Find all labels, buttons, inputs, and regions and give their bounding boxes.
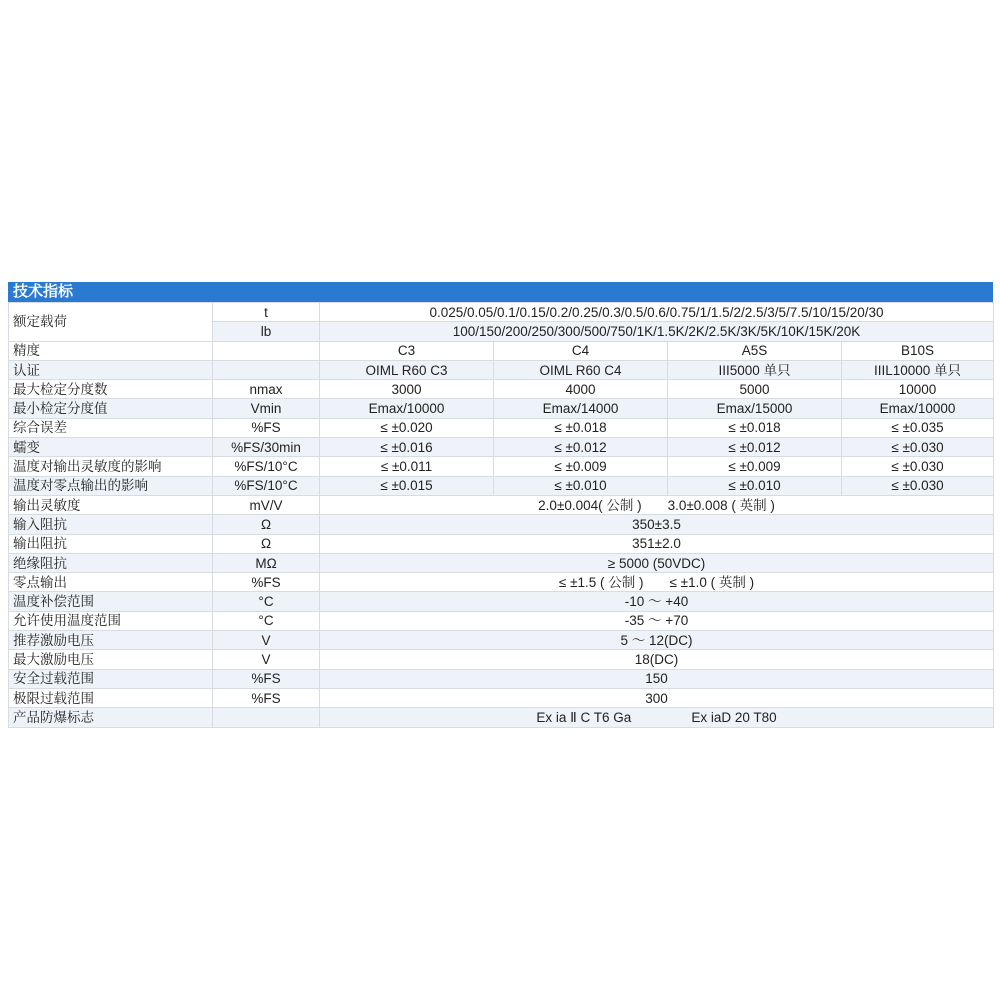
row-name: 最小检定分度值 [9, 399, 213, 418]
cell-c4: ≤ ±0.018 [494, 418, 668, 437]
row-unit: %FS [213, 418, 320, 437]
cell-c3: ≤ ±0.011 [320, 457, 494, 476]
cell-a5s: ≤ ±0.018 [668, 418, 842, 437]
row-unit: Ω [213, 515, 320, 534]
cell-b10s: Emax/10000 [842, 399, 994, 418]
cell-c4: OIML R60 C4 [494, 360, 668, 379]
table-row [9, 592, 994, 611]
row-value: -35 ～ +70 [320, 611, 994, 630]
row-unit: %FS [213, 669, 320, 688]
cell-c4: ≤ ±0.012 [494, 438, 668, 457]
row-value: ≥ 5000 (50VDC) [320, 553, 994, 572]
row-unit: MΩ [213, 553, 320, 572]
row-unit [213, 360, 320, 379]
row-name: 推荐激励电压 [9, 631, 213, 650]
table-row [9, 708, 994, 727]
table-row [9, 611, 994, 630]
row-unit: Vmin [213, 399, 320, 418]
cell-c3: C3 [320, 341, 494, 360]
table-row [9, 688, 994, 707]
row-name: 最大检定分度数 [9, 380, 213, 399]
explosion-mark-dust: Ex iaD 20 T80 [691, 709, 777, 725]
row-name: 温度对输出灵敏度的影响 [9, 457, 213, 476]
row-unit: %FS [213, 688, 320, 707]
table-row [9, 650, 994, 669]
table-row [9, 341, 994, 360]
table-row [9, 438, 994, 457]
row-unit: nmax [213, 380, 320, 399]
cell-c3: ≤ ±0.016 [320, 438, 494, 457]
row-name: 允许使用温度范围 [9, 611, 213, 630]
cell-c3: Emax/10000 [320, 399, 494, 418]
cell-a5s: ≤ ±0.009 [668, 457, 842, 476]
row-value: 350±3.5 [320, 515, 994, 534]
row-name: 输出灵敏度 [9, 495, 213, 514]
row-unit: °C [213, 611, 320, 630]
table-row [9, 534, 994, 553]
row-name: 产品防爆标志 [9, 708, 213, 727]
row-unit: mV/V [213, 495, 320, 514]
sensitivity-imperial: 3.0±0.008 ( 英制 ) [667, 497, 775, 513]
cell-b10s: ≤ ±0.030 [842, 438, 994, 457]
cell-c4: Emax/14000 [494, 399, 668, 418]
spec-sheet [8, 282, 993, 728]
row-value: -10 ～ +40 [320, 592, 994, 611]
row-value: 5 ～ 12(DC) [320, 631, 994, 650]
rated-load-lb-values: 100/150/200/250/300/500/750/1K/1.5K/2K/2.5K/3K/5K/10K/15K/20K [320, 322, 994, 341]
row-name: 极限过载范围 [9, 688, 213, 707]
row-unit: V [213, 650, 320, 669]
row-value: 351±2.0 [320, 534, 994, 553]
row-name: 精度 [9, 341, 213, 360]
row-value: 18(DC) [320, 650, 994, 669]
cell-b10s: IIIL10000 单只 [842, 360, 994, 379]
cell-a5s: Emax/15000 [668, 399, 842, 418]
table-row [9, 476, 994, 495]
rated-load-lb-unit: lb [213, 322, 320, 341]
row-unit [213, 708, 320, 727]
cell-c4: ≤ ±0.010 [494, 476, 668, 495]
cell-c4: ≤ ±0.009 [494, 457, 668, 476]
spec-table [8, 302, 994, 728]
row-unit: %FS/10°C [213, 457, 320, 476]
cell-b10s: B10S [842, 341, 994, 360]
row-name: 温度补偿范围 [9, 592, 213, 611]
row-unit: %FS/30min [213, 438, 320, 457]
row-unit: %FS/10°C [213, 476, 320, 495]
cell-a5s: A5S [668, 341, 842, 360]
table-row [9, 631, 994, 650]
row-unit: %FS [213, 573, 320, 592]
cell-a5s: III5000 单只 [668, 360, 842, 379]
row-name: 蠕变 [9, 438, 213, 457]
row-unit: Ω [213, 534, 320, 553]
row-unit [213, 341, 320, 360]
cell-c4: C4 [494, 341, 668, 360]
zero-output-value [320, 573, 994, 592]
row-name: 温度对零点输出的影响 [9, 476, 213, 495]
row-name: 认证 [9, 360, 213, 379]
zero-output-metric: ≤ ±1.5 ( 公制 ) [558, 574, 644, 590]
row-name: 综合误差 [9, 418, 213, 437]
cell-c4: 4000 [494, 380, 668, 399]
row-name: 最大激励电压 [9, 650, 213, 669]
table-row [9, 303, 994, 322]
table-row [9, 360, 994, 379]
row-value: 150 [320, 669, 994, 688]
rated-load-name: 额定载荷 [9, 303, 213, 342]
row-name: 绝缘阻抗 [9, 553, 213, 572]
row-name: 零点输出 [9, 573, 213, 592]
sensitivity-value [320, 495, 994, 514]
table-row [9, 515, 994, 534]
row-name: 输出阻抗 [9, 534, 213, 553]
cell-a5s: ≤ ±0.012 [668, 438, 842, 457]
cell-c3: OIML R60 C3 [320, 360, 494, 379]
sensitivity-metric: 2.0±0.004( 公制 ) [538, 497, 642, 513]
table-row [9, 573, 994, 592]
table-row [9, 669, 994, 688]
cell-c3: ≤ ±0.015 [320, 476, 494, 495]
cell-b10s: ≤ ±0.035 [842, 418, 994, 437]
cell-b10s: ≤ ±0.030 [842, 476, 994, 495]
zero-output-imperial: ≤ ±1.0 ( 英制 ) [669, 574, 755, 590]
cell-c3: 3000 [320, 380, 494, 399]
cell-a5s: 5000 [668, 380, 842, 399]
row-value: 300 [320, 688, 994, 707]
spec-title: 技术指标 [8, 282, 993, 302]
table-row [9, 399, 994, 418]
row-unit: V [213, 631, 320, 650]
explosion-mark-gas: Ex ia Ⅱ C T6 Ga [536, 709, 632, 725]
rated-load-t-unit: t [213, 303, 320, 322]
explosion-marks [320, 708, 994, 727]
cell-c3: ≤ ±0.020 [320, 418, 494, 437]
table-row [9, 495, 994, 514]
cell-b10s: 10000 [842, 380, 994, 399]
row-name: 安全过载范围 [9, 669, 213, 688]
rated-load-t-values: 0.025/0.05/0.1/0.15/0.2/0.25/0.3/0.5/0.6/0.75/1/1.5/2/2.5/3/5/7.5/10/15/20/30 [320, 303, 994, 322]
cell-b10s: ≤ ±0.030 [842, 457, 994, 476]
cell-a5s: ≤ ±0.010 [668, 476, 842, 495]
table-row [9, 553, 994, 572]
row-unit: °C [213, 592, 320, 611]
row-name: 输入阻抗 [9, 515, 213, 534]
table-row [9, 380, 994, 399]
table-row [9, 418, 994, 437]
table-row [9, 457, 994, 476]
